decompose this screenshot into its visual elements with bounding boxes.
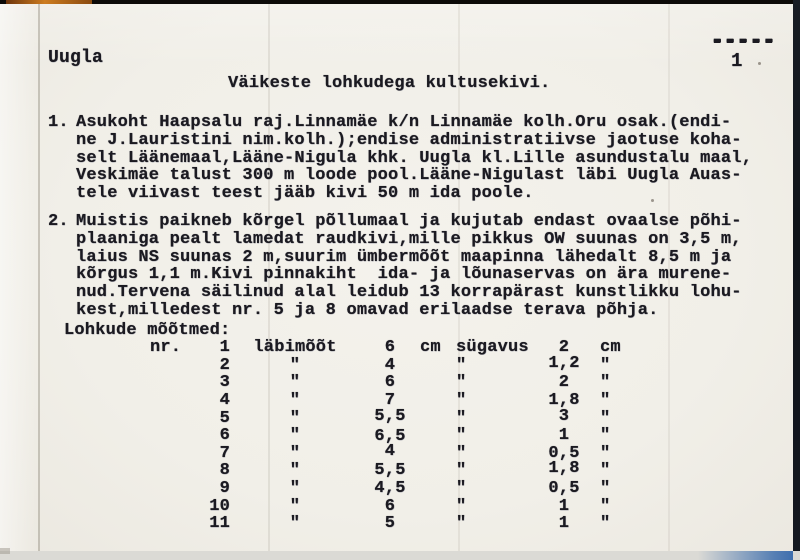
- cell-depth-value: 1,8: [548, 390, 580, 410]
- cell-ditto: ": [289, 461, 301, 481]
- paragraph-number: 2.: [48, 212, 69, 231]
- cell-diameter-value: 7: [384, 390, 396, 410]
- cell-ditto: ": [289, 443, 301, 463]
- cell-ditto: ": [600, 461, 611, 481]
- cell-nr: 4: [219, 390, 230, 410]
- table-row: [0, 339, 800, 357]
- cell-diameter-value: 6: [384, 373, 396, 393]
- cell-depth-value: 2: [558, 373, 570, 393]
- cell-depth-value: 1,2: [548, 353, 580, 373]
- cell-diameter-value: 4,5: [374, 479, 406, 499]
- cell-ditto: ": [289, 479, 301, 499]
- cell-ditto: ": [289, 390, 301, 410]
- cell-nr: 3: [219, 373, 230, 393]
- cell-unit: cm: [600, 338, 621, 357]
- cell-nr: 1: [219, 338, 230, 357]
- cell-diameter-label: läbimõõt: [253, 338, 337, 357]
- ink-speck: [758, 62, 761, 65]
- cell-nr: 10: [209, 496, 230, 516]
- cell-unit: cm: [420, 338, 441, 357]
- table-row: [0, 353, 800, 375]
- bottom-strip: [0, 551, 800, 560]
- cell-ditto: ": [456, 496, 467, 516]
- cell-diameter-value: 6: [384, 338, 396, 357]
- table-caption: Lohkude mõõtmed:: [64, 321, 231, 340]
- cell-ditto: ": [600, 355, 611, 375]
- cell-nr: 6: [219, 426, 230, 446]
- cell-ditto: ": [600, 426, 611, 446]
- cell-depth-value: 1: [558, 496, 570, 516]
- cell-ditto: ": [600, 514, 611, 534]
- cell-diameter-value: 5,5: [374, 406, 406, 426]
- table-row: [0, 459, 800, 481]
- cell-ditto: ": [600, 390, 611, 410]
- text-line: plaaniga pealt lamedat raudkivi,mille pikkus OW suunas on 3,5 m,: [76, 229, 742, 249]
- cell-ditto: ": [600, 408, 611, 428]
- text-line: kõrgus 1,1 m.Kivi pinnakiht ida- ja lõunaservas on ära murene-: [76, 265, 732, 285]
- table-row: [0, 374, 800, 392]
- cell-row-label: nr.: [150, 338, 182, 357]
- cell-ditto: ": [600, 443, 611, 463]
- cell-diameter-value: 5: [384, 514, 396, 534]
- cell-depth-value: 3: [558, 406, 570, 426]
- cell-ditto: ": [456, 408, 467, 428]
- cell-ditto: ": [600, 479, 611, 499]
- top-dark-edge: [0, 0, 800, 4]
- cell-ditto: ": [600, 496, 611, 516]
- table-row: [0, 441, 800, 463]
- table-row: [0, 498, 800, 516]
- cell-ditto: ": [456, 426, 467, 446]
- cell-nr: 9: [219, 479, 230, 499]
- paragraph-location: [48, 113, 788, 204]
- cell-ditto: ": [456, 443, 467, 463]
- cell-ditto: ": [456, 373, 467, 393]
- measurements-table: [0, 339, 800, 533]
- page-number: 1: [731, 50, 743, 72]
- cell-ditto: ": [456, 479, 467, 499]
- bottom-left-notch: [0, 548, 10, 554]
- blue-light-streak: [698, 551, 793, 560]
- cell-ditto: ": [289, 514, 301, 534]
- cell-nr: 11: [209, 514, 230, 534]
- cell-nr: 2: [219, 355, 230, 375]
- text-line: kest,milledest nr. 5 ja 8 omavad erilaadse terava põhja.: [76, 300, 659, 320]
- paragraph-number: 1.: [48, 113, 69, 132]
- text-line: laius NS suunas 2 m,suurim ümbermõõt maapinna lähedalt 8,5 m ja: [76, 247, 732, 267]
- cell-ditto: ": [289, 496, 301, 516]
- cell-ditto: ": [600, 373, 611, 393]
- cell-nr: 5: [219, 408, 230, 428]
- text-line: nud.Tervena säilinud alal leidub 13 korrapärast kunstlikku lohu-: [76, 283, 742, 303]
- top-orange-edge: [6, 0, 92, 4]
- cell-depth-value: 1,8: [548, 459, 580, 479]
- text-line: tele viivast teest jääb kivi 50 m ida poole.: [76, 184, 534, 204]
- cell-diameter-value: 4: [384, 441, 396, 461]
- cell-nr: 7: [219, 443, 230, 463]
- site-name: Uugla: [48, 48, 104, 68]
- text-line: Asukoht Haapsalu raj.Linnamäe k/n Linnamäe kolh.Oru osak.(endi-: [76, 113, 732, 132]
- page-number-dashes: -----: [710, 28, 775, 55]
- document-title: Väikeste lohkudega kultusekivi.: [228, 74, 551, 93]
- table-row: [0, 406, 800, 428]
- cell-diameter-value: 6: [384, 496, 396, 516]
- cell-ditto: ": [456, 355, 467, 375]
- cell-depth-value: 1: [558, 514, 570, 534]
- cell-diameter-value: 5,5: [374, 461, 406, 481]
- text-line: Muistis paikneb kõrgel põllumaal ja kujutab endast ovaalse põhi-: [76, 212, 742, 231]
- table-row: [0, 515, 800, 533]
- table-row: [0, 480, 800, 498]
- cell-depth-label: sügavus: [456, 338, 529, 357]
- cell-diameter-value: 6,5: [374, 427, 406, 447]
- cell-ditto: ": [456, 390, 467, 410]
- cell-depth-value: 2: [558, 338, 570, 357]
- cell-diameter-value: 4: [384, 355, 396, 375]
- cell-depth-value: 0,5: [548, 443, 580, 463]
- cell-ditto: ": [289, 408, 301, 428]
- cell-ditto: ": [456, 514, 467, 534]
- paragraph-description: [48, 212, 788, 320]
- text-line: Veskimäe talust 300 m loode pool.Lääne-Nigulast läbi Uugla Auas-: [76, 166, 742, 186]
- cell-ditto: ": [289, 426, 301, 446]
- cell-depth-value: 0,5: [548, 479, 580, 499]
- cell-ditto: ": [289, 373, 301, 393]
- text-line: ne J.Lauristini nim.kolh.);endise administratiivse jaotuse koha-: [76, 130, 742, 150]
- cell-depth-value: 1: [558, 426, 570, 446]
- text-line: selt Läänemaal,Lääne-Nigula khk. Uugla kl.Lille asundustalu maal,: [76, 148, 753, 168]
- cell-nr: 8: [219, 461, 230, 481]
- cell-ditto: ": [289, 355, 301, 375]
- cell-ditto: ": [456, 461, 467, 481]
